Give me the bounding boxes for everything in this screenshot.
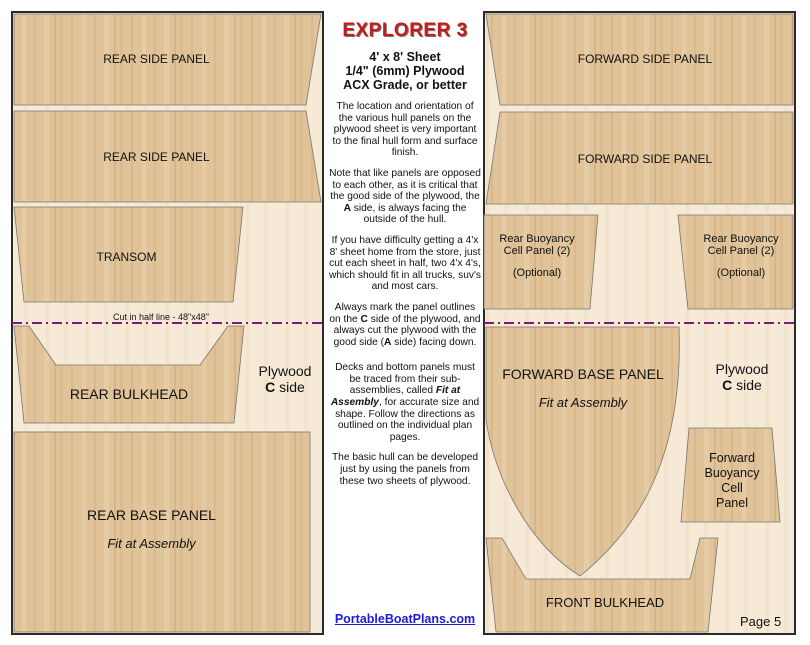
paragraph-3: If you have difficulty getting a 4'x 8' sheet home from the store, just cut each sheet in half, two 4'x 4's, which should fit in all trucks, suv's and most cars. [329,234,481,293]
left-plywood-c-side-label [250,363,320,395]
website-link[interactable]: PortableBoatPlans.com [334,612,476,626]
forward-base-panel-label: FORWARD BASE PANEL [502,366,664,382]
rear-side-panel-1-label: REAR SIDE PANEL [103,52,210,66]
rear-side-panel-2-label: REAR SIDE PANEL [103,150,210,164]
cut-line-label: Cut in half line - 48"x48" [113,312,209,322]
forward-side-panel-1-label: FORWARD SIDE PANEL [577,52,713,66]
rear-base-fit-label: Fit at Assembly [107,536,196,551]
sheet-spec [328,50,482,92]
rear-base-panel [14,432,310,632]
rear-buoyancy-left-label: Rear Buoyancy Cell Panel (2) (Optional) [499,233,575,279]
transom-label: TRANSOM [96,250,157,264]
page-number: Page 5 [740,614,782,629]
spec-line-2: 1/4" (6mm) Plywood [345,64,465,78]
instructions-column [328,14,482,487]
forward-buoyancy-cell-label: Forward Buoyancy Cell Panel [704,451,760,510]
rear-base-panel-label: REAR BASE PANEL [87,507,216,523]
rear-bulkhead-label: REAR BULKHEAD [69,386,189,402]
c-side-word: C side [265,379,305,395]
page-title: EXPLORER 3 [342,20,468,41]
rear-buoyancy-right-label: Rear Buoyancy Cell Panel (2) (Optional) [703,233,779,279]
right-plywood-c-side-label: Plywood C side [715,361,769,393]
plywood-word: Plywood [258,363,312,379]
paragraph-1: The location and orientation of the various hull panels on the plywood sheet is very important to the final hull form and surface finish. [332,101,478,159]
forward-base-fit-label: Fit at Assembly [538,395,628,410]
paragraph-4: Always mark the panel outlines on the C side of the plywood, and always cut the plywood with the good side (A side) facing down. [329,301,481,348]
spec-line-1: 4' x 8' Sheet [369,50,441,64]
paragraph-5: Decks and bottom panels must be traced from their sub-assemblies, called Fit at Assembly, for accurate size and shape. Follow the directions as outlined on the individual plan pages. [330,362,480,443]
paragraph-6: The basic hull can be developed just by using the panels from these two sheets of plywood. [331,452,479,487]
paragraph-2: Note that like panels are opposed to each other, as it is critical that the good side of the plywood, the A side, is always facing the outside of the hull. [329,167,481,226]
front-bulkhead-label: FRONT BULKHEAD [545,595,665,610]
forward-side-panel-2-label: FORWARD SIDE PANEL [577,152,713,166]
spec-line-3: ACX Grade, or better [343,78,467,92]
